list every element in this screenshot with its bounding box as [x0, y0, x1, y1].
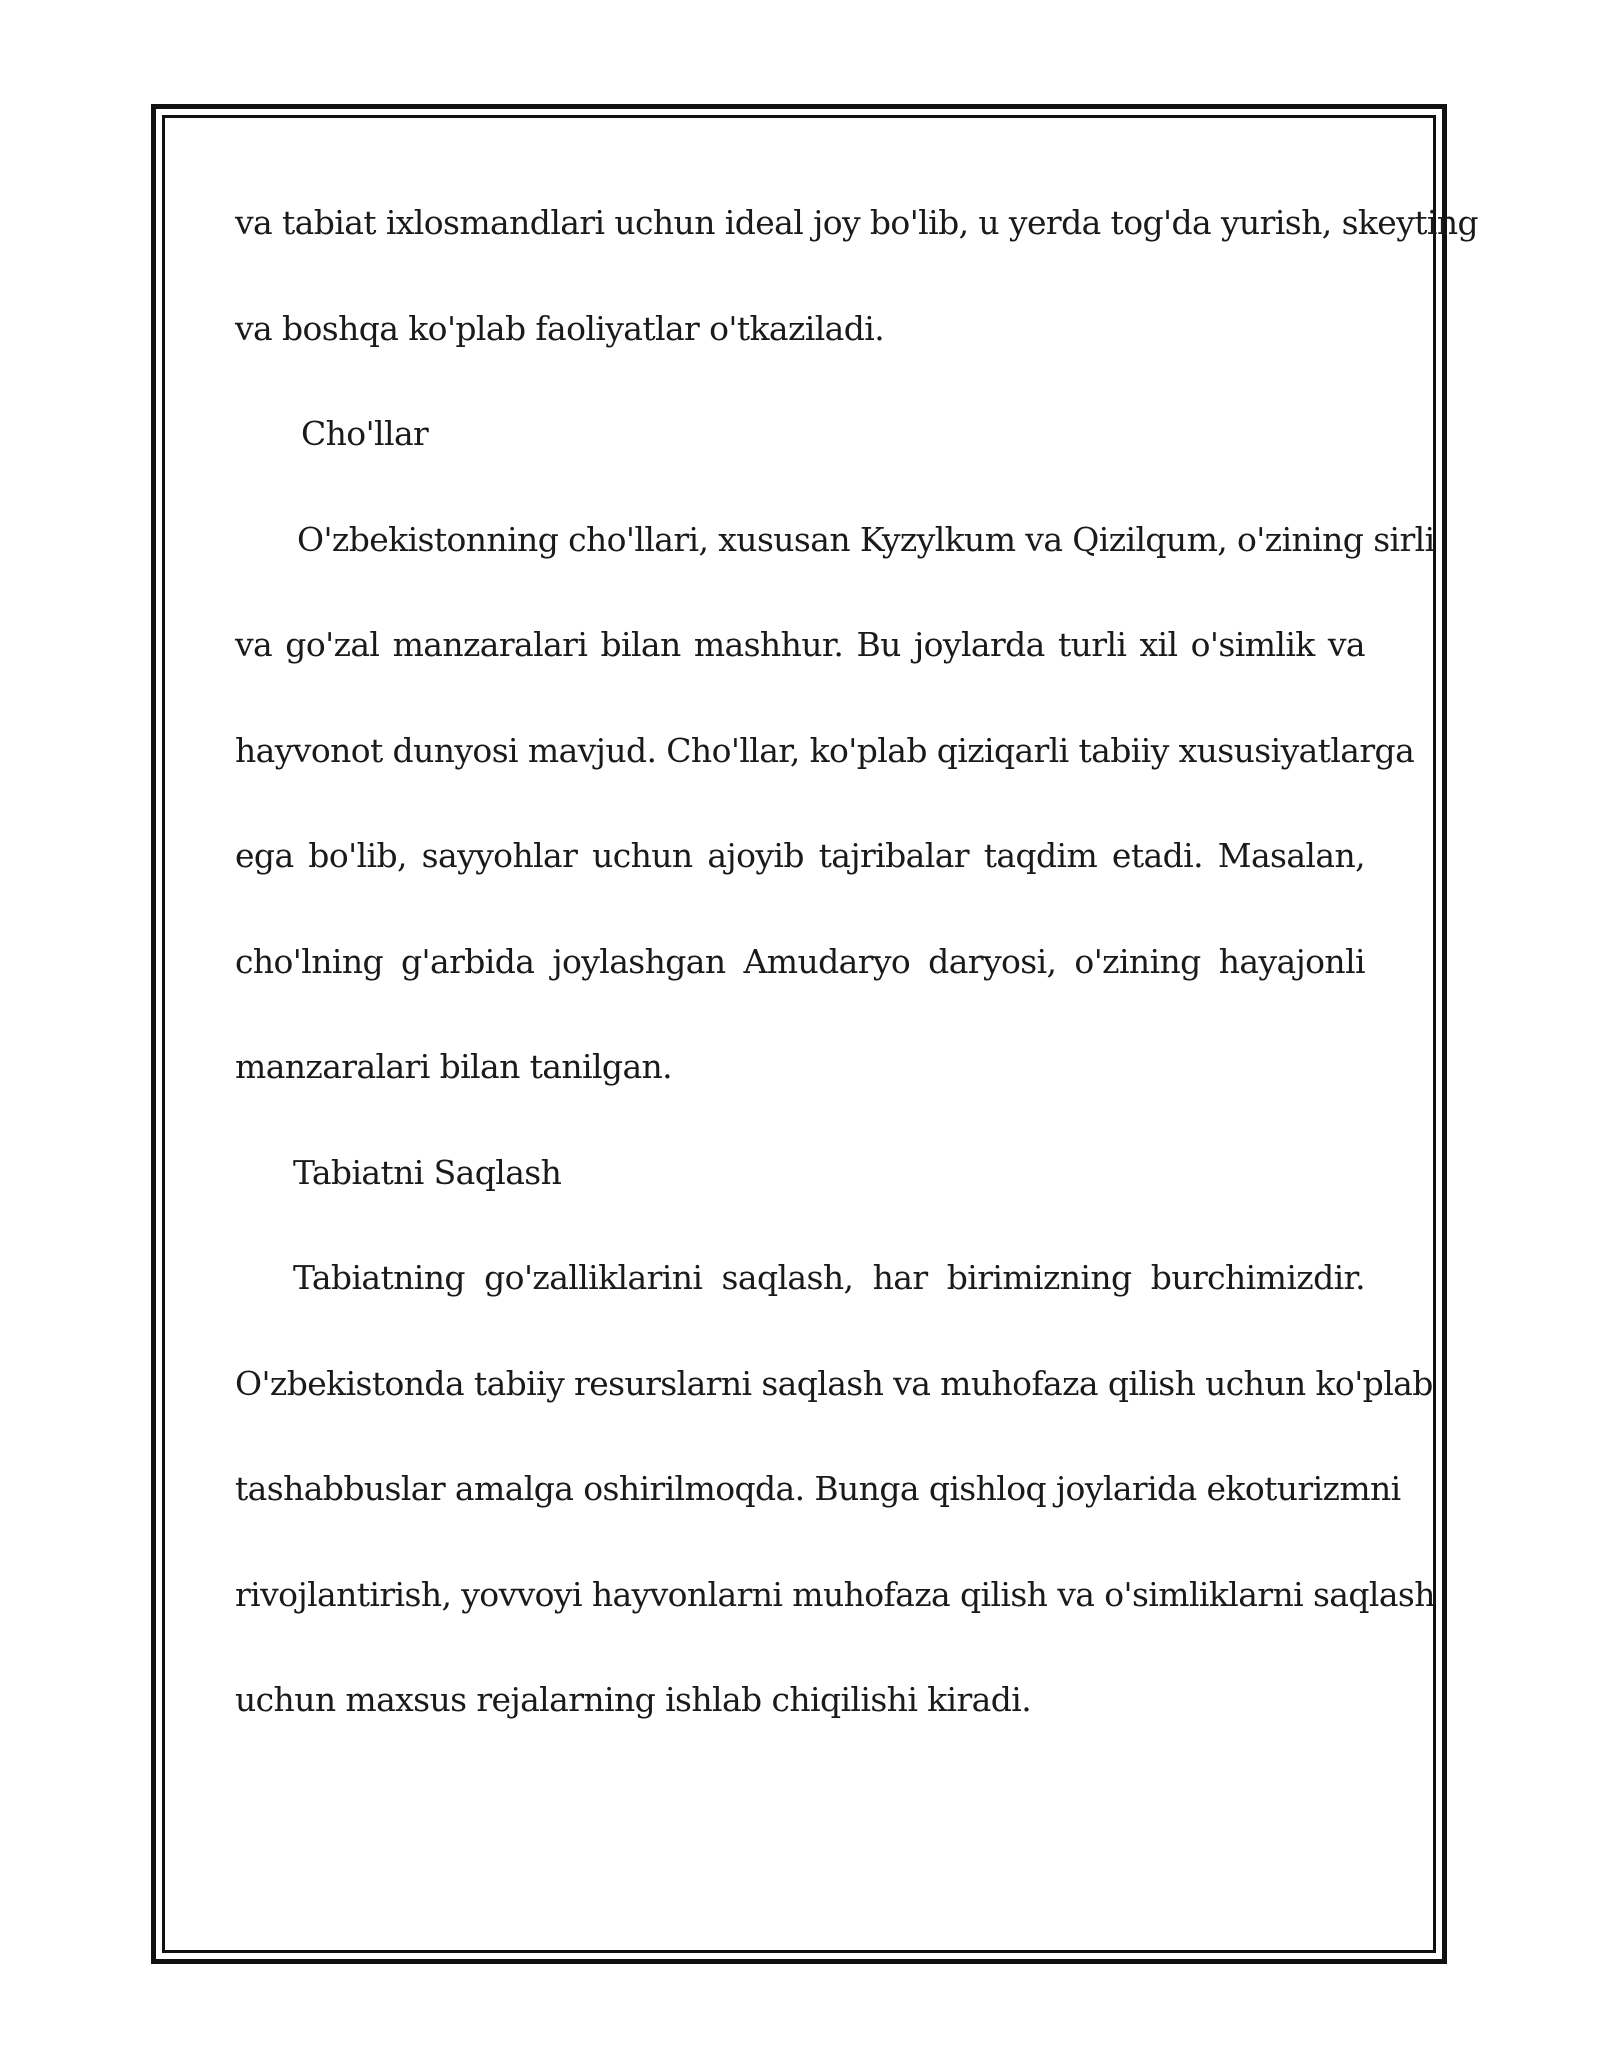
conservation-line-4: rivojlantirish, yovvoyi hayvonlarni muhofaza qilish va o'simliklarni saqlash [235, 1574, 1435, 1614]
section-heading-deserts: Cho'llar [301, 414, 429, 453]
deserts-line-6: manzaralari bilan tanilgan. [235, 1047, 673, 1086]
deserts-line-4: ega bo'lib, sayyohlar uchun ajoyib tajribalar taqdim etadi. Masalan, [235, 836, 1365, 875]
deserts-line-1: O'zbekistonning cho'llari, xususan Kyzylkum va Qizilqum, o'zining sirli [297, 519, 1435, 559]
section-heading-conservation: Tabiatni Saqlash [293, 1152, 562, 1192]
deserts-line-2: va go'zal manzaralari bilan mashhur. Bu joylarda turli xil o'simlik va [235, 625, 1365, 664]
deserts-line-5: cho'lning g'arbida joylashgan Amudaryo daryosi, o'zining hayajonli [235, 941, 1365, 981]
conservation-line-5: uchun maxsus rejalarning ishlab chiqilishi kiradi. [235, 1680, 1032, 1719]
intro-line-1: va tabiat ixlosmandlari uchun ideal joy bo'lib, u yerda tog'da yurish, skeyting [235, 203, 1479, 242]
conservation-line-1: Tabiatning go'zalliklarini saqlash, har birimizning burchimizdir. [293, 1258, 1365, 1297]
intro-line-2: va boshqa ko'plab faoliyatlar o'tkaziladi. [235, 308, 885, 348]
deserts-line-3: hayvonot dunyosi mavjud. Cho'llar, ko'plab qiziqarli tabiiy xususiyatlarga [235, 730, 1415, 770]
conservation-line-3: tashabbuslar amalga oshirilmoqda. Bunga qishloq joylarida ekoturizmni [235, 1469, 1401, 1508]
conservation-line-2: O'zbekistonda tabiiy resurslarni saqlash va muhofaza qilish uchun ko'plab [235, 1363, 1433, 1403]
document-body [235, 170, 1479, 1753]
